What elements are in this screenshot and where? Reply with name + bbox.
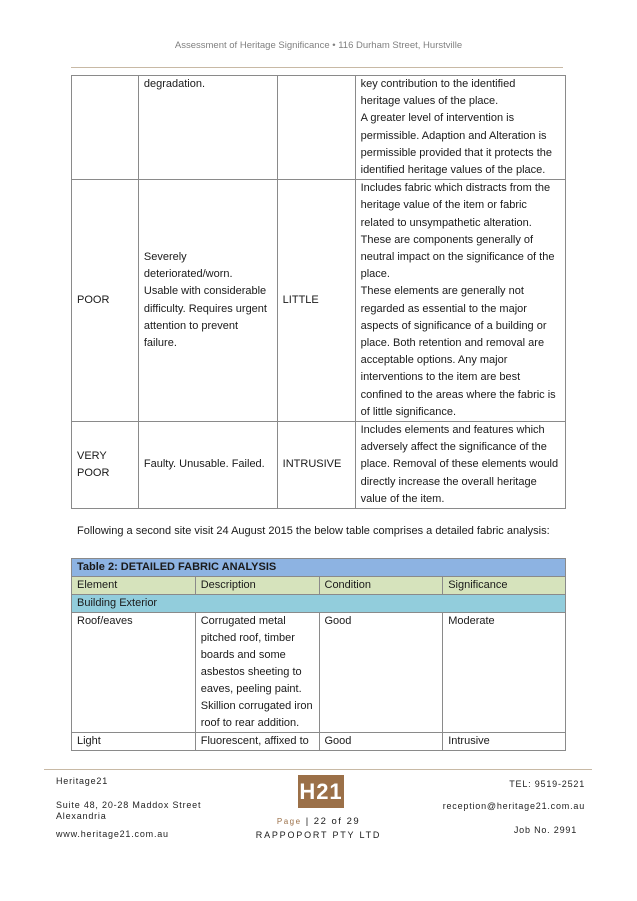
intro-paragraph: Following a second site visit 24 August 2015 the below table comprises a detailed fabric analysis: [77,525,550,537]
footer-company: Heritage21 [56,776,109,786]
table-row [72,180,566,422]
condition-cell [72,76,139,180]
significance-cell: Intrusive [443,733,566,751]
header-divider [71,67,563,68]
page-count: | 22 of 29 [305,816,361,827]
significance-cell: INTRUSIVE [277,422,355,509]
description-cell: Severely deteriorated/worn. Usable with considerable difficulty. Requires urgent attention to prevent failure. [138,180,277,422]
column-header: Significance [443,577,566,595]
section-row [72,595,566,613]
heritage21-logo: H21 [298,775,344,808]
table-row [72,733,566,751]
table-row [72,613,566,733]
column-header: Condition [319,577,443,595]
footer-telephone: TEL: 9519-2521 [509,779,585,789]
table-header-row [72,577,566,595]
explanation-cell: Includes elements and features which adversely affect the significance of the place. Removal of these elements would directly increase the overall heritage value of the item. [355,422,565,509]
element-cell: Roof/eaves [72,613,196,733]
description-cell: Fluorescent, affixed to [195,733,319,751]
condition-cell: Good [319,613,443,733]
explanation-cell: key contribution to the identified heritage values of the place. A greater level of intervention is permissible. Adaption and Alteration is permissible provided that it protects the identified heritage values of the place. [355,76,565,180]
description-cell: Corrugated metal pitched roof, timber boards and some asbestos sheeting to eaves, peeling paint. Skillion corrugated iron roof to rear addition. [195,613,319,733]
table-row [72,76,566,180]
significance-cell: Moderate [443,613,566,733]
significance-cell [277,76,355,180]
condition-cell: Good [319,733,443,751]
explanation-cell: Includes fabric which distracts from the heritage value of the item or fabric related to unsympathetic alteration. These are components generally of neutral impact on the significance of the place. These elements are generally not regarded as essential to the major aspects of significance of a building or place. Both retention and removal are acceptable options. Any major interventions to the item are best confined to the areas where the fabric is of little significance. [355,180,565,422]
table-title-row [72,559,566,577]
footer-divider [44,769,592,770]
client-name: RAPPOPORT PTY LTD [255,830,382,840]
footer-website: www.heritage21.com.au [56,829,169,839]
significance-cell: LITTLE [277,180,355,422]
footer-address-line2: Alexandria [56,811,107,821]
footer-job-number: Job No. 2991 [513,825,577,835]
element-cell: Light [72,733,196,751]
page-header: Assessment of Heritage Significance • 116 Durham Street, Hurstville [174,40,463,51]
footer-email: reception@heritage21.com.au [442,801,585,811]
description-cell: Faulty. Unusable. Failed. [138,422,277,509]
table-title: Table 2: DETAILED FABRIC ANALYSIS [72,559,566,577]
footer-address-line1: Suite 48, 20-28 Maddox Street [56,800,202,810]
condition-cell: POOR [72,180,139,422]
table-row [72,422,566,509]
column-header: Element [72,577,196,595]
column-header: Description [195,577,319,595]
description-cell: degradation. [138,76,277,180]
condition-cell: VERY POOR [72,422,139,509]
page-label: Page [276,817,302,826]
significance-grading-table [71,75,566,509]
fabric-analysis-table [71,558,566,751]
section-label: Building Exterior [72,595,566,613]
